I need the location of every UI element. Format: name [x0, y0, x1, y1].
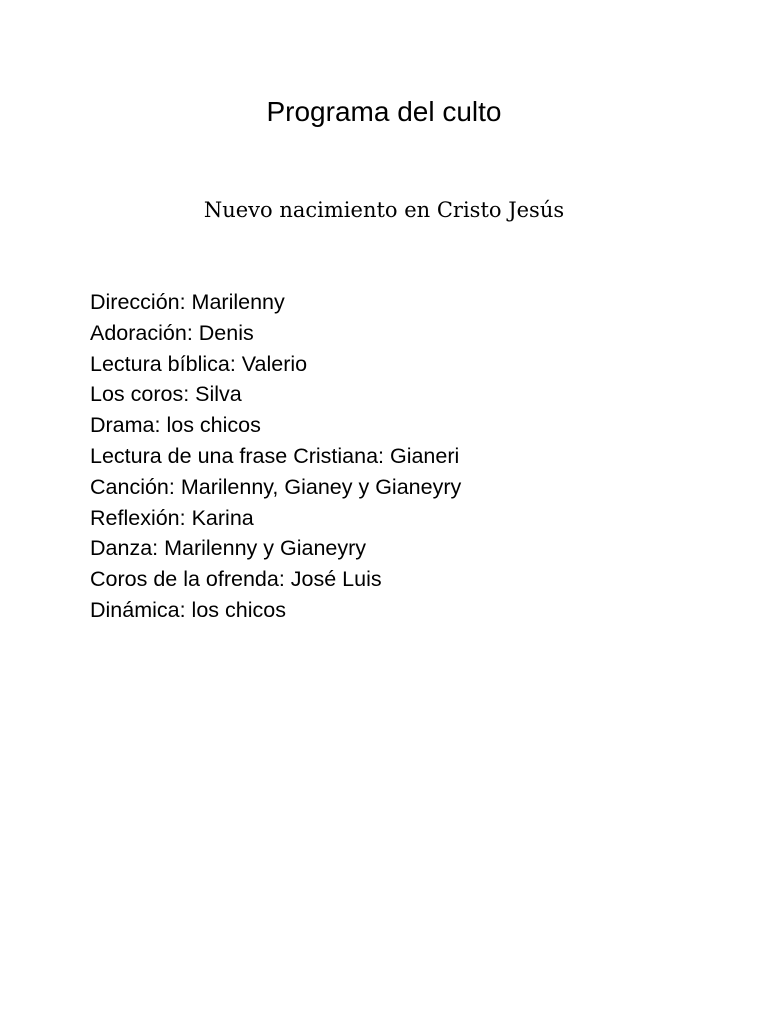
- program-item-los-coros: Los coros: Silva: [90, 382, 242, 407]
- program-item-drama: Drama: los chicos: [90, 413, 261, 438]
- program-item-reflexion: Reflexión: Karina: [90, 505, 254, 530]
- program-item-coros-ofrenda: Coros de la ofrenda: José Luis: [90, 567, 382, 592]
- page-title: Programa del culto: [266, 96, 502, 127]
- program-item-direccion: Dirección: Marilenny: [90, 290, 285, 314]
- program-item-lectura-frase: Lectura de una frase Cristiana: Gianeri: [90, 443, 460, 468]
- program-item-danza: Danza: Marilenny y Gianeyry: [90, 536, 367, 561]
- program-item-dinamica: Dinámica: los chicos: [90, 597, 286, 622]
- program-item-adoracion: Adoración: Denis: [90, 320, 254, 345]
- program-item-lectura-biblica: Lectura bíblica: Valerio: [90, 351, 308, 376]
- program-item-cancion: Canción: Marilenny, Gianey y Gianeyry: [90, 474, 462, 499]
- page-subtitle: Nuevo nacimiento en Cristo Jesús: [203, 198, 565, 222]
- program-list: [90, 287, 461, 626]
